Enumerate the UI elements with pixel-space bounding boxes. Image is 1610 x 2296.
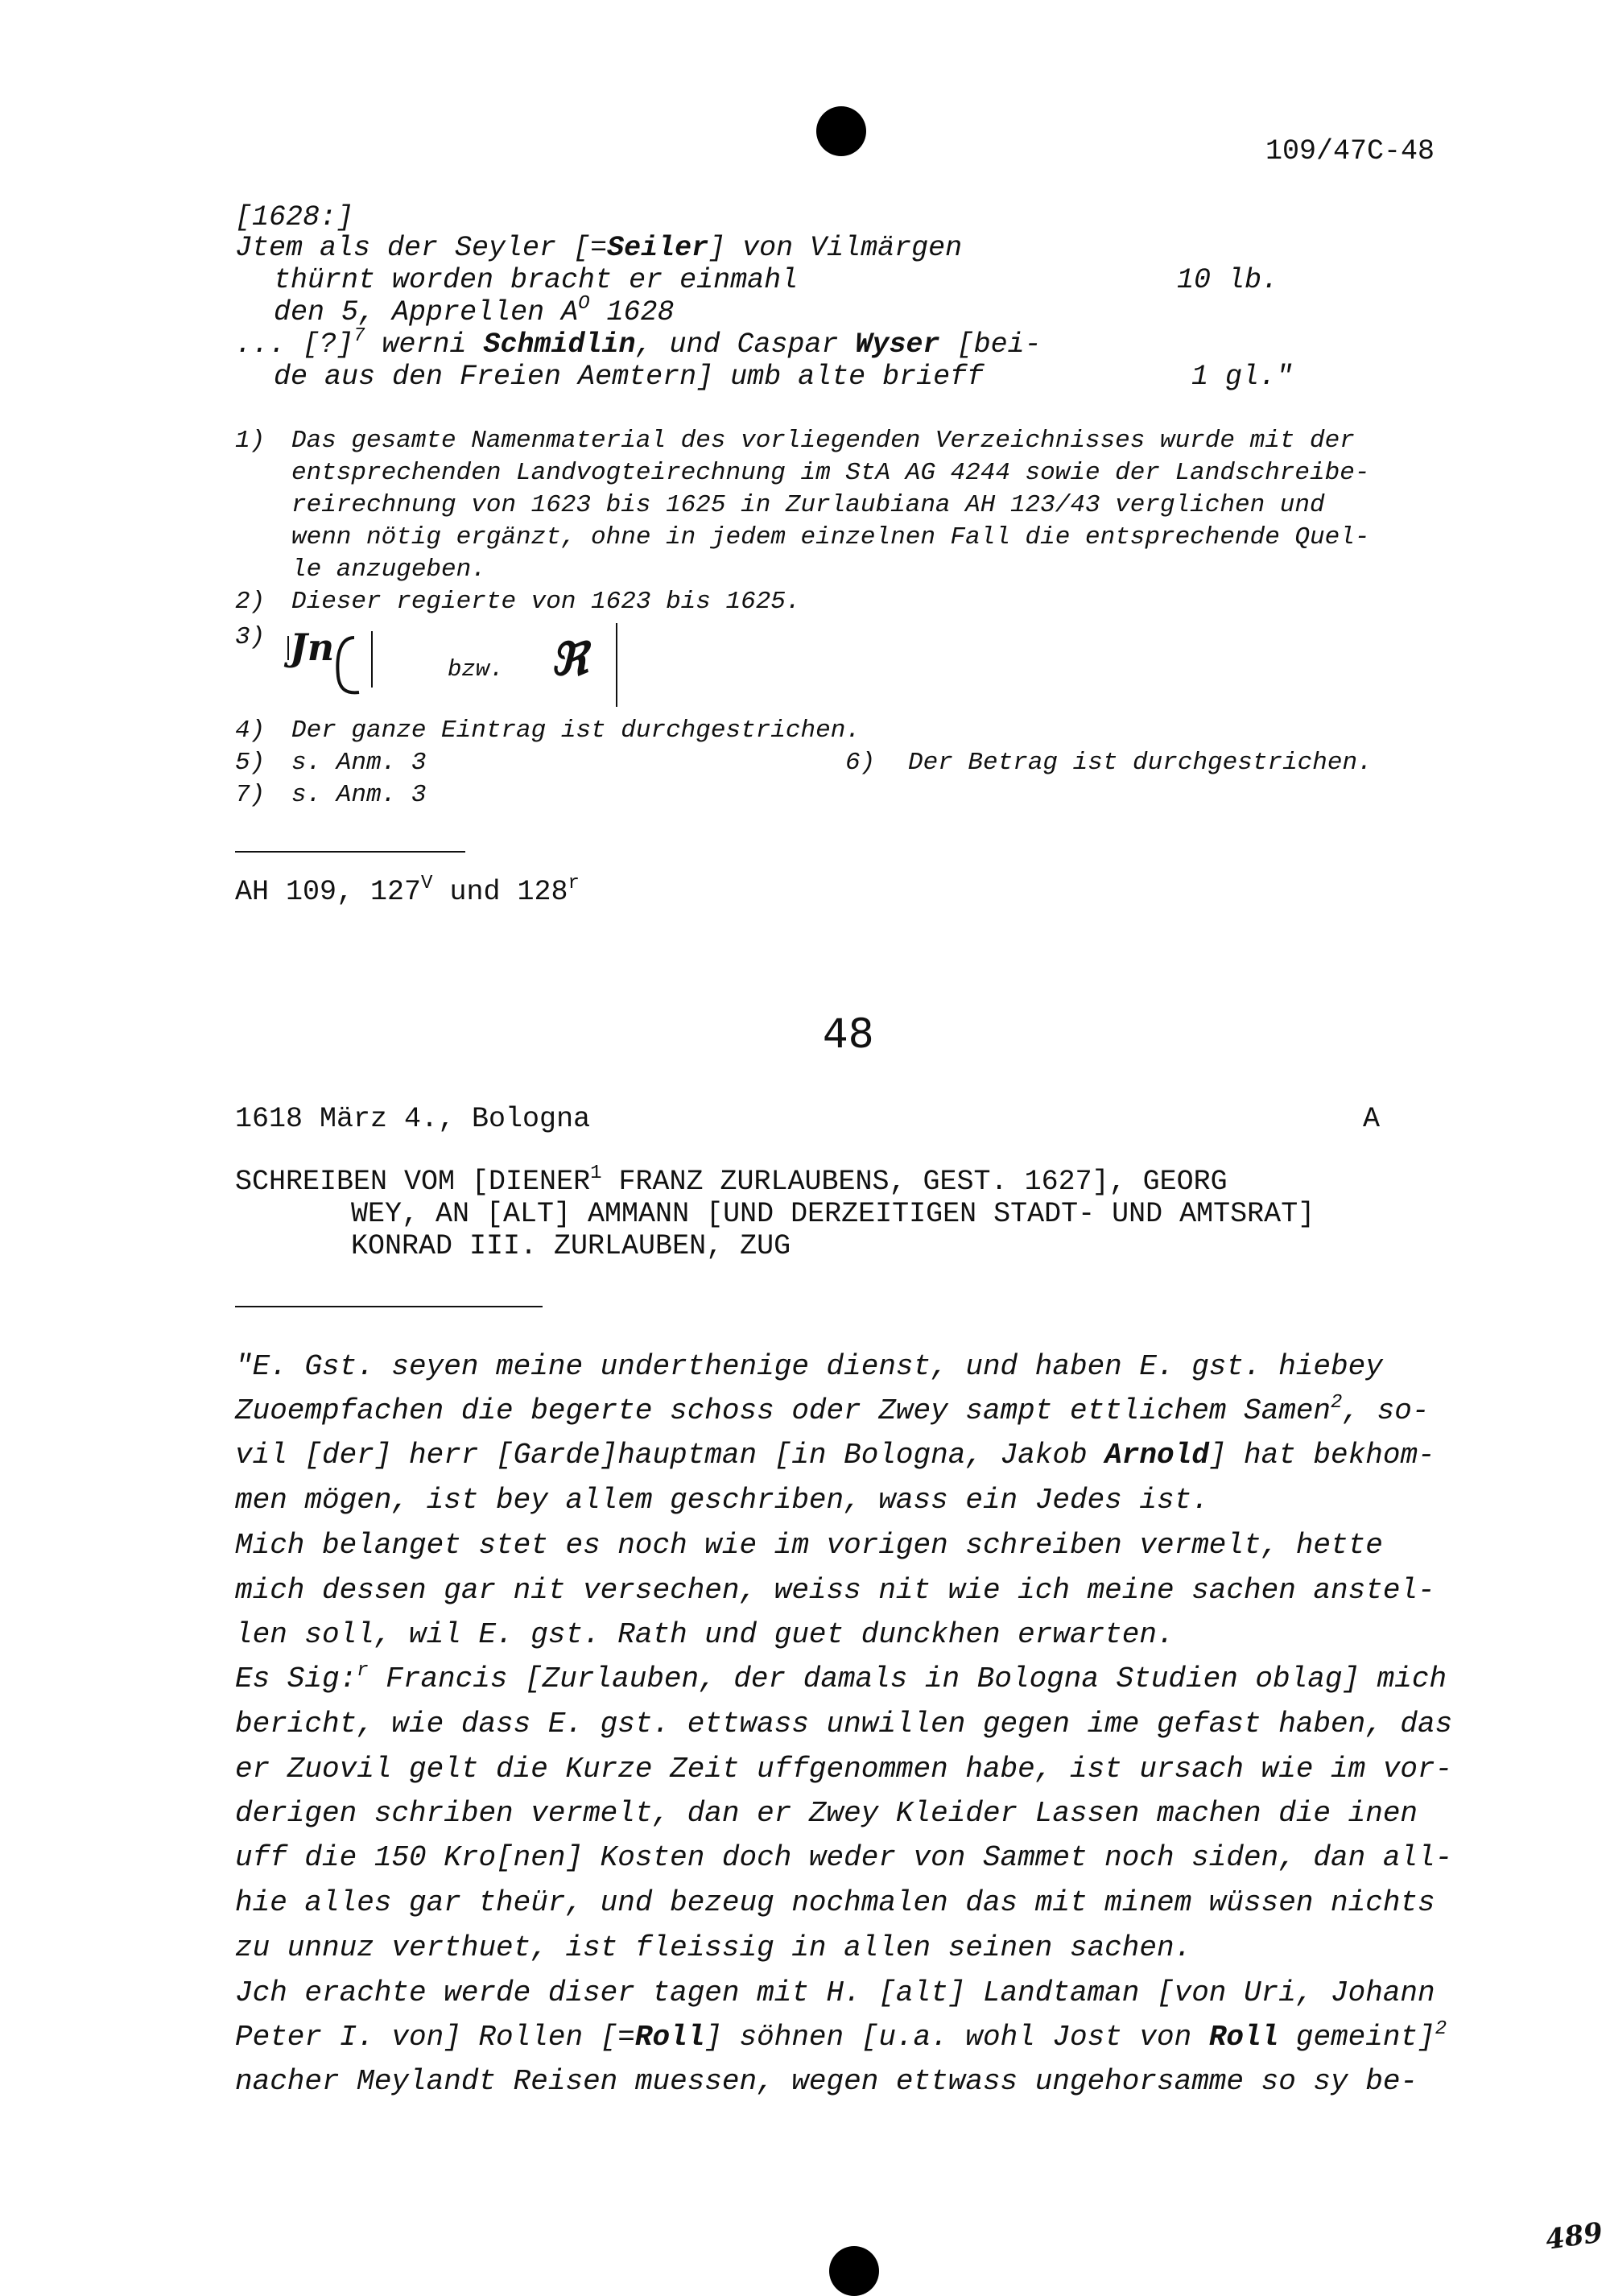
entry-line: Jtem als der Seyler [=Seiler] von Vilmärgen <box>235 232 963 264</box>
folio-number: 489 <box>1543 2216 1605 2257</box>
body-line: nacher Meylandt Reisen muessen, wegen ettwass ungehorsamme so sy be- <box>235 2065 1418 2098</box>
footnote-text: Das gesamte Namenmaterial des vorliegenden Verzeichnisses wurde mit der <box>291 427 1355 455</box>
body-line: vil [der] herr [Garde]hauptman [in Bologna, Jakob Arnold] hat bekhom- <box>235 1439 1435 1472</box>
letter-heading: KONRAD III. ZURLAUBEN, ZUG <box>351 1230 791 1262</box>
body-line: zu unnuz verthuet, ist fleissig in allen seinen sachen. <box>235 1931 1192 1964</box>
letter-heading: SCHREIBEN VOM [DIENER$^1$ FRANZ ZURLAUBENS, GEST. 1627], GEORG <box>235 1162 1228 1198</box>
footnote-text: bzw. <box>448 656 504 683</box>
entry-line: de aus den Freien Aemtern] umb alte brieff <box>274 361 985 393</box>
body-line: er Zuovil gelt die Kurze Zeit uffgenommen habe, ist ursach wie im vor- <box>235 1753 1453 1786</box>
footnote-text: Der ganze Eintrag ist durchgestrichen. <box>291 716 861 745</box>
footnote-text: reirechnung von 1623 bis 1625 in Zurlaubiana AH 123/43 verglichen und <box>291 491 1325 519</box>
body-line: derigen schriben vermelt, dan er Zwey Kleider Lassen machen die inen <box>235 1797 1418 1830</box>
body-line: men mögen, ist bey allem geschriben, wass ein Jedes ist. <box>235 1484 1209 1517</box>
body-line: uff die 150 Kro[nen] Kosten doch weder von Sammet noch siden, dan all- <box>235 1841 1453 1874</box>
entry-amount: 10 lb. <box>1177 264 1279 296</box>
footnote-text: wenn nötig ergänzt, ohne in jedem einzelnen Fall die entsprechende Quel- <box>291 523 1370 551</box>
page-reference: 109/47C-48 <box>1265 135 1435 167</box>
footnote-text: entsprechenden Landvogteirechnung im StA AG 4244 sowie der Landschreibe- <box>291 459 1370 487</box>
bold-name: Seiler <box>607 232 709 264</box>
footnote-number: 4) <box>235 716 266 745</box>
body-line: "E. Gst. seyen meine underthenige dienst, und haben E. gst. hiebey <box>235 1350 1383 1383</box>
body-line: len soll, wil E. gst. Rath und guet dunckhen erwarten. <box>235 1618 1174 1651</box>
letter-heading: WEY, AN [ALT] AMMANN [UND DERZEITIGEN STADT- UND AMTSRAT] <box>351 1198 1315 1230</box>
punch-hole-bottom <box>829 2246 879 2296</box>
footnote-number: 1) <box>235 427 266 455</box>
body-line: Mich belanget stet es noch wie im vorigen schreiben vermelt, hette <box>235 1529 1383 1562</box>
entry-amount: 1 gl." <box>1191 361 1294 393</box>
divider <box>235 1306 543 1307</box>
date-place: 1618 März 4., Bologna <box>235 1103 591 1135</box>
footnote-text: Der Betrag ist durchgestrichen. <box>908 749 1373 777</box>
body-line: mich dessen gar nit versechen, weiss nit wie ich meine sachen anstel- <box>235 1574 1435 1607</box>
entry-year: [1628:] <box>235 201 354 233</box>
footnote-number: 6) <box>845 749 876 777</box>
divider <box>235 851 465 853</box>
footnote-number: 5) <box>235 749 266 777</box>
handwritten-abbreviation-image <box>547 620 628 708</box>
footnote-number: 3) <box>235 623 266 651</box>
svg-text:Jn: Jn <box>290 626 335 669</box>
body-line: Peter I. von] Rollen [=Roll] söhnen [u.a. wohl Jost von Roll gemeint]$^2$ <box>235 2018 1447 2054</box>
footnote-text: Dieser regierte von 1623 bis 1625. <box>291 588 801 616</box>
body-line: Es Sig:$^r$ Francis [Zurlauben, der damals in Bologna Studien oblag] mich <box>235 1660 1447 1695</box>
punch-hole-top <box>816 106 866 156</box>
document-number: 48 <box>823 1010 874 1057</box>
entry-line: ... [?]$^7$ werni Schmidlin, und Caspar Wyser [bei- <box>235 325 1042 361</box>
source-reference: AH 109, $127^V$ und 128$^r$ <box>235 873 580 908</box>
footnote-number: 7) <box>235 781 266 809</box>
entry-line: den 5, Apprellen $A^O$ 1628 <box>274 293 675 328</box>
body-line: hie alles gar theür, und bezeug nochmalen das mit minem wüssen nichts <box>235 1886 1435 1919</box>
body-line: bericht, wie dass E. gst. ettwass unwillen gegen ime gefast haben, das <box>235 1708 1453 1741</box>
body-line: Jch erachte werde diser tagen mit H. [alt] Landtaman [von Uri, Johann <box>235 1976 1435 2009</box>
footnote-text: s. Anm. 3 <box>291 749 427 777</box>
handwritten-abbreviation-image <box>282 620 402 708</box>
svg-text:ℜ: ℜ <box>551 633 588 686</box>
footnote-text: s. Anm. 3 <box>291 781 427 809</box>
document-type: A <box>1363 1103 1381 1135</box>
footnote-text: le anzugeben. <box>291 555 486 584</box>
footnote-number: 2) <box>235 588 266 616</box>
entry-line: thürnt worden bracht er einmahl <box>274 264 799 296</box>
body-line: Zuoempfachen die begerte schoss oder Zwey sampt ettlichem Samen$^2$, so- <box>235 1392 1430 1427</box>
